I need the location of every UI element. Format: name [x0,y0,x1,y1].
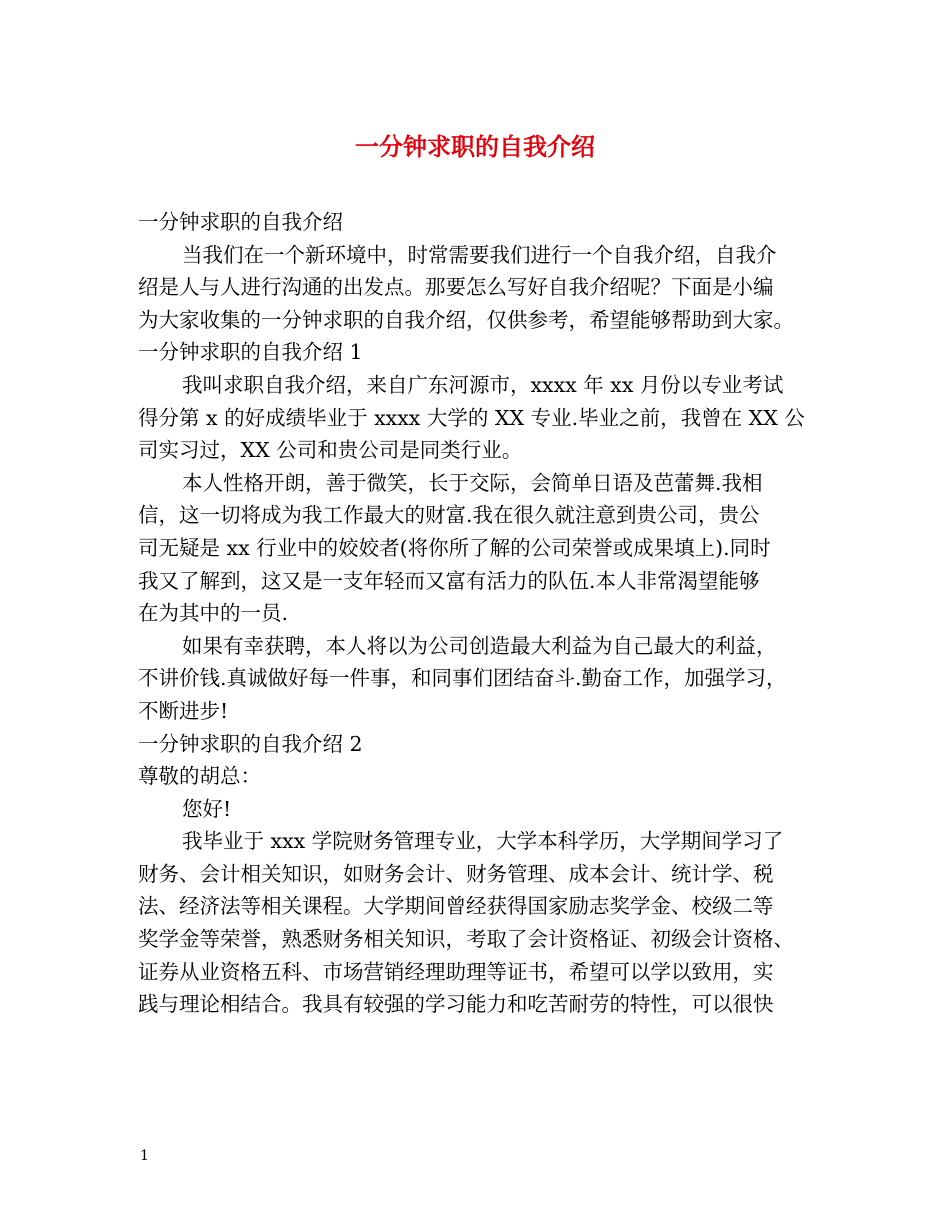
text-line: 我叫求职自我介绍，来自广东河源市，xxxx 年 xx 月份以专业考试 [182,372,784,397]
greeting: 您好! [182,796,232,821]
text-line: 证券从业资格五科、市场营销经理助理等证书，希望可以学以致用，实 [138,959,774,984]
text-line: 绍是人与人进行沟通的出发点。那要怎么写好自我介绍呢？下面是小编 [138,275,774,300]
text-line: 司实习过，XX 公司和贵公司是同类行业。 [138,438,523,463]
text-line: 得分第 x 的好成绩毕业于 xxxx 大学的 XX 专业.毕业之前，我曾在 XX 公 [138,405,805,430]
section-heading: 一分钟求职的自我介绍 2 [138,731,363,756]
text-line: 在为其中的一员. [138,601,289,626]
text-line: 不断进步! [138,698,229,723]
document-body [138,206,818,1021]
text-line: 法、经济法等相关课程。大学期间曾经获得国家励志奖学金、校级二等 [138,894,774,919]
text-line: 信，这一切将成为我工作最大的财富.我在很久就注意到贵公司，贵公 [138,503,760,528]
text-line: 为大家收集的一分钟求职的自我介绍，仅供参考，希望能够帮助到大家。 [138,307,794,332]
text-line: 司无疑是 xx 行业中的姣姣者(将你所了解的公司荣誉或成果填上).同时 [138,535,771,560]
salutation: 尊敬的胡总： [138,764,261,789]
text-line: 财务、会计相关知识，如财务会计、财务管理、成本会计、统计学、税 [138,861,774,886]
text-line: 不讲价钱.真诚做好每一件事，和同事们团结奋斗.勤奋工作，加强学习， [138,666,787,691]
section-heading: 一分钟求职的自我介绍 1 [138,340,363,365]
text-line: 奖学金等荣誉，熟悉财务相关知识，考取了会计资格证、初级会计资格、 [138,927,794,952]
text-line: 当我们在一个新环境中，时常需要我们进行一个自我介绍，自我介 [182,242,777,267]
document-title: 一分钟求职的自我介绍 [355,133,595,161]
text-line: 我又了解到，这又是一支年轻而又富有活力的队伍.本人非常渴望能够 [138,568,760,593]
text-line: 如果有幸获聘，本人将以为公司创造最大利益为自己最大的利益， [182,633,777,658]
text-line: 本人性格开朗，善于微笑，长于交际，会简单日语及芭蕾舞.我相 [182,470,763,495]
page-number: 1 [140,1148,149,1164]
text-line: 我毕业于 xxx 学院财务管理专业，大学本科学历，大学期间学习了 [182,829,784,854]
text-line: 一分钟求职的自我介绍 [138,210,343,234]
text-line: 践与理论相结合。我具有较强的学习能力和吃苦耐劳的特性，可以很快 [138,992,774,1017]
